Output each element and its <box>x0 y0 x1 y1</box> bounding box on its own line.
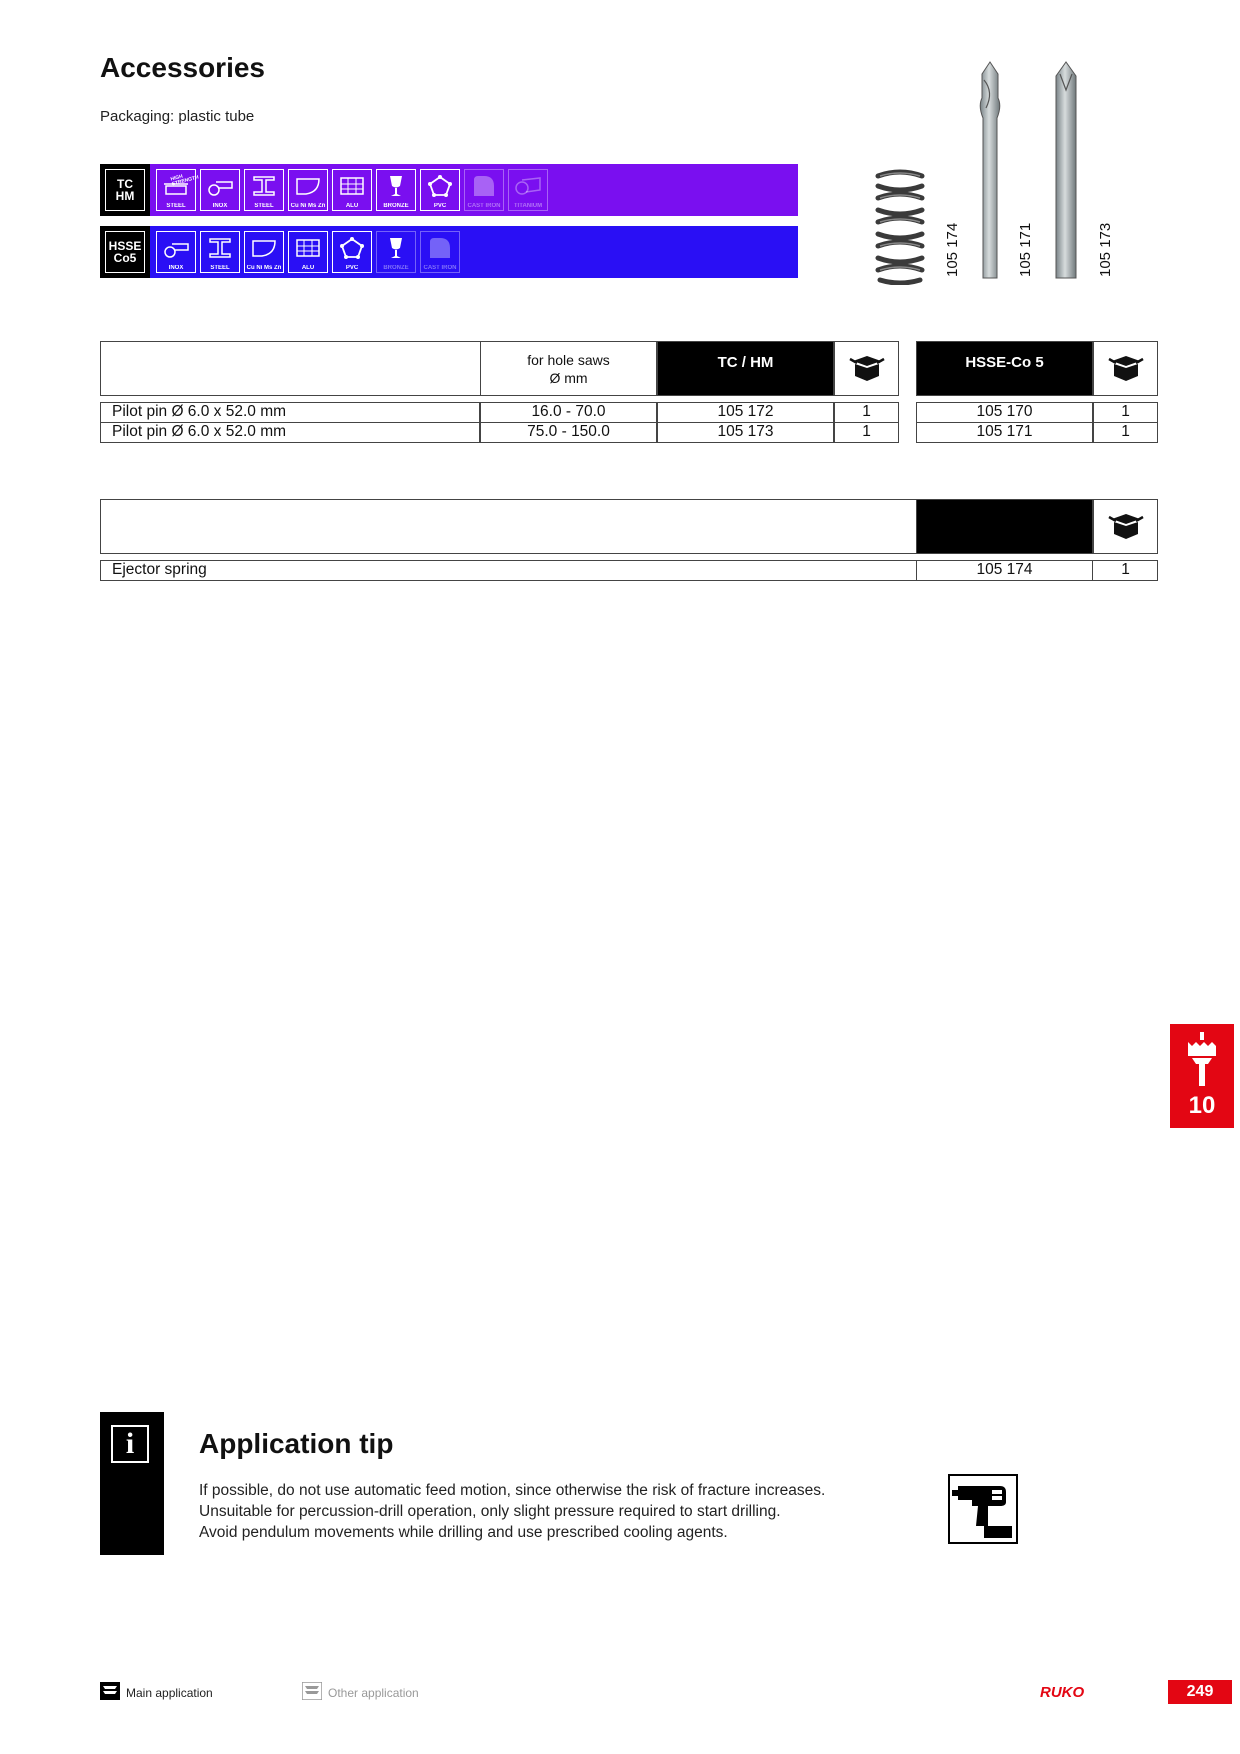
material-label: STEEL <box>166 203 186 209</box>
pilot-pin-tc-image <box>980 62 1000 278</box>
spring-qty: 1 <box>1121 561 1130 578</box>
material-label: Cu Ni Ms Zn <box>246 265 282 271</box>
tc-material-pvc <box>420 169 460 211</box>
row-2-range: 75.0 - 150.0 <box>527 423 610 440</box>
tc-code-badge <box>100 164 150 216</box>
spring-code-header <box>916 499 1093 554</box>
tc-material-cu-ni-ms-zn <box>288 169 328 211</box>
hole-saw-column-header <box>480 341 657 396</box>
pilot-pin-hsse-image <box>1056 62 1076 278</box>
row-1-hsse-code: 105 170 <box>976 403 1033 420</box>
hsse-code-badge <box>100 226 150 278</box>
material-label: INOX <box>168 265 184 271</box>
package-box-icon <box>1108 353 1144 383</box>
hsse-material-alu <box>288 231 328 273</box>
hole-saw-header-label: for hole saws <box>527 352 610 368</box>
row-2-description: Pilot pin Ø 6.0 x 52.0 mm <box>112 423 287 440</box>
material-label: PVC <box>433 203 447 209</box>
chapter-tab[interactable] <box>1170 1024 1234 1128</box>
chapter-number: 10 <box>1188 1092 1216 1119</box>
row-2-hsse-qty: 1 <box>1121 423 1130 440</box>
row-2-hsse-code: 105 171 <box>976 423 1033 440</box>
tc-material-bar <box>100 164 798 216</box>
hsse-material-inox <box>156 231 196 273</box>
hsse-code-line2: Co5 <box>113 251 137 265</box>
row-1-tc-qty: 1 <box>862 403 871 420</box>
application-tip-text <box>199 1480 825 1543</box>
page-title: Accessories <box>100 52 266 83</box>
spring-code: 105 174 <box>976 561 1033 578</box>
material-label: STEEL <box>254 203 274 209</box>
row-1-range: 16.0 - 70.0 <box>531 403 606 420</box>
page-number: 249 <box>1168 1680 1232 1704</box>
material-label: BRONZE <box>383 265 409 271</box>
row-1-hsse-qty: 1 <box>1121 403 1130 420</box>
tc-material-list <box>156 169 548 211</box>
product-images <box>870 60 1120 285</box>
main-application-icon <box>100 1682 120 1700</box>
ejector-spring-image <box>878 172 922 283</box>
row-1-tc-code: 105 172 <box>717 403 774 420</box>
tc-material-bronze <box>376 169 416 211</box>
hsse-material-cast-iron <box>420 231 460 273</box>
spring-pack-header <box>1093 499 1158 554</box>
row-2-tc-qty: 1 <box>862 423 871 440</box>
hsse-material-bar <box>100 226 798 278</box>
hsse-column-header: HSSE-Co 5 <box>916 341 1093 396</box>
package-box-icon <box>1108 511 1144 541</box>
material-label: BRONZE <box>383 203 409 209</box>
spring-description: Ejector spring <box>112 561 207 578</box>
material-tag: HIGH STRENGTH <box>169 173 200 188</box>
product-label-spring: 105 174 <box>944 222 961 277</box>
tc-code-line1: TC <box>117 177 133 191</box>
application-tip-title: Application tip <box>199 1428 394 1459</box>
tip-line-3: Avoid pendulum movements while drilling and use prescribed cooling agents. <box>199 1524 728 1541</box>
tc-material-alu <box>332 169 372 211</box>
tc-material-steel <box>244 169 284 211</box>
tip-line-1: If possible, do not use automatic feed motion, since otherwise the risk of fracture increases. <box>199 1482 826 1499</box>
package-box-icon <box>849 353 885 383</box>
tc-material-steel <box>156 169 200 211</box>
tc-material-cast-iron <box>464 169 504 211</box>
product-label-pin-tc: 105 173 <box>1097 222 1114 277</box>
material-label: Cu Ni Ms Zn <box>290 203 326 209</box>
tc-material-inox <box>200 169 240 211</box>
hole-saw-icon <box>1186 1032 1218 1088</box>
material-label: ALU <box>345 203 359 209</box>
row-1-description: Pilot pin Ø 6.0 x 52.0 mm <box>112 403 287 420</box>
material-label: TITANIUM <box>513 203 543 209</box>
material-label: INOX <box>212 203 228 209</box>
hsse-material-list <box>156 231 460 273</box>
material-label: STEEL <box>210 265 230 271</box>
tc-pack-header <box>834 341 899 396</box>
hsse-material-cu-ni-ms-zn <box>244 231 284 273</box>
hsse-code-line1: HSSE <box>108 239 142 253</box>
hole-saw-header-unit: Ø mm <box>549 370 588 386</box>
tc-column-header: TC / HM <box>657 341 834 396</box>
info-icon: i <box>111 1425 149 1463</box>
other-application-label: Other application <box>328 1686 419 1700</box>
hsse-material-bronze <box>376 231 416 273</box>
product-label-pin-hsse: 105 171 <box>1017 222 1034 277</box>
tip-line-2: Unsuitable for percussion-drill operation, only slight pressure required to start drilling. <box>199 1503 781 1520</box>
tc-code-line2: HM <box>115 189 135 203</box>
material-label: CAST IRON <box>467 203 501 209</box>
row-2-tc-code: 105 173 <box>717 423 774 440</box>
tc-material-titanium <box>508 169 548 211</box>
hsse-material-pvc <box>332 231 372 273</box>
cordless-drill-icon <box>948 1474 1018 1544</box>
brand-logo: RUKO <box>1040 1684 1085 1701</box>
material-label: CAST IRON <box>423 265 457 271</box>
material-label: ALU <box>301 265 315 271</box>
packaging-note: Packaging: plastic tube <box>100 108 255 125</box>
other-application-icon <box>302 1682 322 1700</box>
main-application-label: Main application <box>126 1686 213 1700</box>
application-tip-sidebar <box>100 1412 164 1555</box>
hsse-material-steel <box>200 231 240 273</box>
hsse-pack-header <box>1093 341 1158 396</box>
material-label: PVC <box>345 265 359 271</box>
